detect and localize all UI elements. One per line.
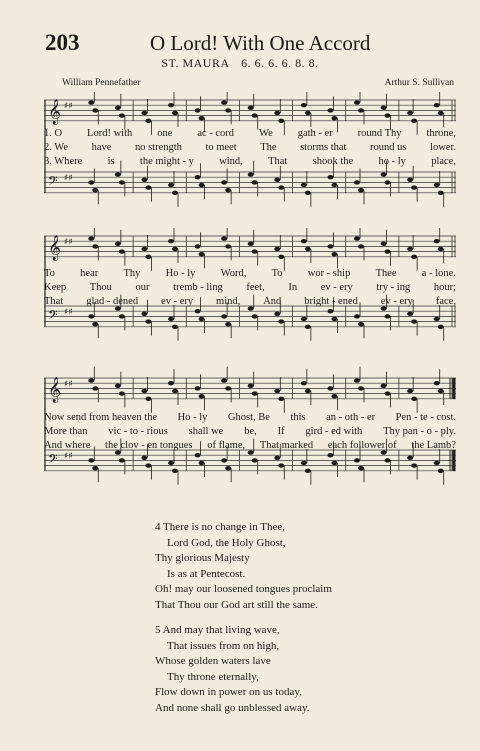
lyric-syllable: That bbox=[44, 296, 64, 307]
note-head bbox=[225, 108, 231, 112]
note-head bbox=[327, 108, 333, 112]
note-head bbox=[354, 378, 360, 382]
tune-line bbox=[0, 56, 480, 71]
note-head bbox=[438, 191, 444, 195]
note-head bbox=[407, 178, 413, 182]
note-head bbox=[301, 461, 307, 465]
note-head bbox=[331, 116, 337, 120]
lyric-syllable: And bbox=[263, 296, 282, 307]
music-system-3 bbox=[44, 366, 456, 496]
lyric-syllable: The bbox=[260, 142, 277, 153]
meter: 6. 6. 6. 6. 8. 8. bbox=[241, 56, 319, 70]
lyric-syllable: bright - ened bbox=[304, 296, 358, 307]
note-head bbox=[225, 386, 231, 390]
note-head bbox=[119, 458, 125, 462]
lyric-syllable: In bbox=[288, 282, 298, 293]
note-head bbox=[195, 386, 201, 390]
lyric-syllable: round us bbox=[370, 142, 407, 153]
note-head bbox=[331, 461, 337, 465]
note-head bbox=[199, 317, 205, 321]
lyric-syllable: Ho - ly bbox=[165, 268, 196, 279]
lyric-syllable: Keep bbox=[44, 282, 67, 293]
bass-clef-icon: 𝄢 bbox=[48, 451, 58, 470]
note-head bbox=[407, 456, 413, 460]
stanza-line: That issues from on high, bbox=[167, 639, 280, 652]
sharp-icon: ♯♯ bbox=[64, 237, 73, 248]
note-head bbox=[92, 244, 98, 248]
lyric-syllable: tremb - ling bbox=[173, 282, 223, 293]
note-head bbox=[172, 111, 178, 115]
note-head bbox=[354, 100, 360, 104]
bass-clef-icon: 𝄢 bbox=[48, 307, 58, 326]
lyric-syllable: ev - ery bbox=[380, 296, 413, 307]
note-head bbox=[248, 172, 254, 176]
lyric-syllable: shook the bbox=[312, 156, 354, 167]
note-head bbox=[434, 317, 440, 321]
lyric-syllable: vic - to - rious bbox=[108, 426, 168, 437]
lyric-syllable: Thee bbox=[375, 268, 397, 279]
note-head bbox=[434, 461, 440, 465]
lyric-syllable: Word, bbox=[220, 268, 247, 279]
lyric-syllable: That marked bbox=[259, 440, 314, 451]
note-head bbox=[168, 183, 174, 187]
lyric-syllable: an - oth - er bbox=[326, 412, 376, 423]
note-head bbox=[407, 312, 413, 316]
note-head bbox=[252, 249, 258, 253]
note-head bbox=[274, 312, 280, 316]
lyric-line bbox=[44, 412, 456, 423]
note-head bbox=[385, 314, 391, 318]
stanza-line: And none shall go unblessed away. bbox=[155, 701, 310, 714]
lyric-line bbox=[44, 440, 456, 451]
lyric-syllable: ev - ery bbox=[161, 296, 194, 307]
note-head bbox=[305, 469, 311, 473]
note-head bbox=[195, 108, 201, 112]
lyric-syllable: be, bbox=[244, 426, 257, 437]
lyric-syllable: each follower of bbox=[327, 440, 397, 451]
note-head bbox=[381, 306, 387, 310]
lyric-syllable: ho - ly bbox=[378, 156, 406, 167]
note-head bbox=[438, 247, 444, 251]
note-head bbox=[301, 317, 307, 321]
note-head bbox=[278, 397, 284, 401]
lyric-syllable: 3. Where bbox=[44, 156, 83, 167]
note-head bbox=[278, 255, 284, 259]
note-head bbox=[438, 469, 444, 473]
lyric-syllable: the might - y bbox=[139, 156, 194, 167]
note-head bbox=[195, 175, 201, 179]
note-head bbox=[141, 312, 147, 316]
lyric-syllable: place, bbox=[431, 156, 456, 167]
lyric-syllable: of flame, bbox=[207, 440, 246, 451]
note-head bbox=[354, 236, 360, 240]
lyric-syllable: no strength bbox=[134, 142, 182, 153]
lyric-syllable: feet, bbox=[246, 282, 265, 293]
stanza-5 bbox=[155, 623, 332, 716]
lyric-syllable: the Lamb? bbox=[411, 440, 456, 451]
note-head bbox=[438, 111, 444, 115]
stanza-line: Oh! may our loosened tongues proclaim bbox=[155, 583, 332, 595]
lyric-syllable: If bbox=[277, 426, 285, 437]
lyric-syllable: the clov - en tongues bbox=[105, 440, 193, 451]
note-head bbox=[168, 461, 174, 465]
note-head bbox=[301, 381, 307, 385]
note-head bbox=[88, 100, 94, 104]
note-head bbox=[278, 463, 284, 467]
note-head bbox=[92, 108, 98, 112]
stanza-line: Flow down in power on us today, bbox=[155, 686, 302, 698]
note-head bbox=[411, 463, 417, 467]
note-head bbox=[274, 247, 280, 251]
note-head bbox=[381, 384, 387, 388]
lyric-syllable: a - lone. bbox=[421, 268, 456, 279]
note-head bbox=[438, 389, 444, 393]
note-head bbox=[331, 183, 337, 187]
treble-clef-icon: 𝄞 bbox=[48, 235, 62, 261]
lyric-syllable: Lord! with bbox=[87, 128, 133, 139]
lyric-syllable: face, bbox=[435, 296, 456, 307]
lyric-syllable: ac - cord bbox=[197, 128, 235, 139]
lyric-syllable: lower. bbox=[430, 142, 456, 153]
lyric-syllable: More than bbox=[44, 426, 88, 437]
hymn-number: 203 bbox=[45, 30, 80, 55]
note-head bbox=[438, 325, 444, 329]
lyric-syllable: glad - dened bbox=[86, 296, 139, 307]
lyric-syllable: To bbox=[44, 268, 55, 279]
lyric-syllable: That bbox=[268, 156, 288, 167]
lyric-syllable: try - ing bbox=[376, 282, 411, 293]
note-head bbox=[145, 397, 151, 401]
note-head bbox=[381, 172, 387, 176]
note-head bbox=[145, 463, 151, 467]
lyric-syllable: is bbox=[107, 156, 115, 167]
additional-stanzas bbox=[155, 520, 332, 726]
lyric-line bbox=[44, 142, 456, 153]
note-head bbox=[221, 180, 227, 184]
note-head bbox=[327, 453, 333, 457]
lyric-line bbox=[44, 296, 456, 307]
lyric-syllable: throne, bbox=[426, 128, 456, 139]
lyric-syllable: To bbox=[271, 268, 283, 279]
lyric-syllable: 2. We bbox=[44, 142, 69, 153]
lyric-syllable: gird - ed with bbox=[305, 426, 363, 437]
note-head bbox=[199, 183, 205, 187]
note-head bbox=[252, 113, 258, 117]
note-head bbox=[331, 317, 337, 321]
note-head bbox=[358, 466, 364, 470]
note-head bbox=[199, 116, 205, 120]
author: William Pennefather bbox=[62, 78, 141, 88]
note-head bbox=[195, 244, 201, 248]
note-head bbox=[407, 111, 413, 115]
bass-clef-icon: 𝄢 bbox=[48, 173, 58, 192]
lyric-syllable: Thou bbox=[89, 282, 112, 293]
note-head bbox=[385, 458, 391, 462]
note-head bbox=[381, 450, 387, 454]
note-head bbox=[301, 239, 307, 243]
note-head bbox=[221, 458, 227, 462]
sharp-icon: ♯♯ bbox=[64, 173, 73, 184]
note-head bbox=[411, 119, 417, 123]
note-head bbox=[358, 108, 364, 112]
note-head bbox=[195, 309, 201, 313]
stanza-line: Whose golden waters lave bbox=[155, 655, 271, 667]
stanza-line: Thy glorious Majesty bbox=[155, 552, 250, 564]
note-head bbox=[88, 236, 94, 240]
note-head bbox=[358, 322, 364, 326]
note-head bbox=[145, 119, 151, 123]
lyric-syllable: shall we bbox=[188, 426, 224, 437]
note-head bbox=[278, 319, 284, 323]
note-head bbox=[305, 191, 311, 195]
note-head bbox=[305, 247, 311, 251]
note-head bbox=[327, 386, 333, 390]
note-head bbox=[168, 239, 174, 243]
note-head bbox=[434, 381, 440, 385]
note-head bbox=[115, 172, 121, 176]
note-head bbox=[172, 389, 178, 393]
lyric-syllable: Now send from heaven the bbox=[44, 412, 158, 423]
music-system-1 bbox=[44, 92, 456, 212]
note-head bbox=[385, 113, 391, 117]
note-head bbox=[411, 185, 417, 189]
note-head bbox=[252, 180, 258, 184]
stanza-line: 5 And may that living wave, bbox=[155, 624, 280, 636]
note-head bbox=[248, 306, 254, 310]
lyric-syllable: hour; bbox=[433, 282, 456, 293]
sharp-icon: ♯♯ bbox=[64, 101, 73, 112]
note-head bbox=[327, 309, 333, 313]
note-head bbox=[225, 466, 231, 470]
note-head bbox=[274, 456, 280, 460]
note-head bbox=[115, 306, 121, 310]
note-head bbox=[301, 183, 307, 187]
lyric-syllable: one bbox=[157, 128, 173, 139]
note-head bbox=[225, 244, 231, 248]
note-head bbox=[168, 103, 174, 107]
note-head bbox=[274, 389, 280, 393]
note-head bbox=[385, 180, 391, 184]
lyric-syllable: mind, bbox=[216, 296, 241, 307]
note-head bbox=[119, 391, 125, 395]
note-head bbox=[385, 391, 391, 395]
note-head bbox=[434, 239, 440, 243]
note-head bbox=[381, 242, 387, 246]
note-head bbox=[119, 113, 125, 117]
note-head bbox=[88, 458, 94, 462]
lyric-syllable: wor - ship bbox=[307, 268, 351, 279]
note-head bbox=[92, 188, 98, 192]
note-head bbox=[172, 469, 178, 473]
note-head bbox=[248, 106, 254, 110]
note-head bbox=[199, 461, 205, 465]
note-head bbox=[434, 183, 440, 187]
note-head bbox=[168, 381, 174, 385]
lyric-syllable: wind, bbox=[219, 156, 243, 167]
note-head bbox=[119, 249, 125, 253]
note-head bbox=[331, 252, 337, 256]
note-head bbox=[88, 180, 94, 184]
note-head bbox=[305, 111, 311, 115]
note-head bbox=[252, 314, 258, 318]
note-head bbox=[407, 247, 413, 251]
lyric-syllable: 1. O bbox=[44, 128, 63, 139]
lyric-syllable: Ghost, Be bbox=[227, 412, 270, 423]
note-head bbox=[168, 317, 174, 321]
lyric-line bbox=[44, 426, 456, 437]
lyric-line bbox=[44, 156, 456, 167]
lyric-syllable: Thy bbox=[123, 268, 141, 279]
stanza-line: 4 There is no change in Thee, bbox=[155, 521, 286, 533]
note-head bbox=[434, 103, 440, 107]
treble-clef-icon: 𝄞 bbox=[48, 377, 62, 403]
note-head bbox=[221, 378, 227, 382]
note-head bbox=[221, 314, 227, 318]
note-head bbox=[141, 389, 147, 393]
note-head bbox=[172, 325, 178, 329]
note-head bbox=[305, 325, 311, 329]
note-head bbox=[221, 236, 227, 240]
note-head bbox=[327, 175, 333, 179]
note-head bbox=[354, 458, 360, 462]
lyric-syllable: this bbox=[290, 412, 306, 423]
note-head bbox=[274, 178, 280, 182]
note-head bbox=[305, 389, 311, 393]
note-head bbox=[119, 314, 125, 318]
note-head bbox=[115, 106, 121, 110]
note-head bbox=[407, 389, 413, 393]
note-head bbox=[115, 242, 121, 246]
note-head bbox=[141, 111, 147, 115]
stanza-line: Lord God, the Holy Ghost, bbox=[167, 536, 286, 549]
note-head bbox=[145, 255, 151, 259]
treble-clef-icon: 𝄞 bbox=[48, 99, 62, 125]
lyric-line bbox=[44, 268, 456, 279]
note-head bbox=[331, 394, 337, 398]
stanza-line: Thy throne eternally, bbox=[167, 670, 259, 683]
note-head bbox=[88, 314, 94, 318]
note-head bbox=[385, 249, 391, 253]
sharp-icon: ♯♯ bbox=[64, 451, 73, 462]
note-head bbox=[92, 466, 98, 470]
note-head bbox=[327, 244, 333, 248]
note-head bbox=[141, 178, 147, 182]
stanza-4 bbox=[155, 520, 332, 613]
lyric-syllable: round Thy bbox=[357, 128, 402, 139]
lyric-syllable: storms that bbox=[300, 142, 347, 153]
note-head bbox=[252, 458, 258, 462]
note-head bbox=[358, 188, 364, 192]
lyric-line bbox=[44, 128, 456, 139]
lyric-syllable: Thy pan - o - ply. bbox=[383, 426, 456, 437]
lyric-syllable: Pen - te - cost. bbox=[395, 412, 456, 423]
note-head bbox=[225, 322, 231, 326]
lyric-syllable: Ho - ly bbox=[177, 412, 208, 423]
note-head bbox=[88, 378, 94, 382]
note-head bbox=[248, 384, 254, 388]
note-head bbox=[172, 247, 178, 251]
note-head bbox=[278, 185, 284, 189]
stanza-line: That Thou our God art still the same. bbox=[155, 598, 318, 611]
note-head bbox=[252, 391, 258, 395]
hymn-title: O Lord! With One Accord bbox=[150, 31, 371, 55]
note-head bbox=[92, 386, 98, 390]
stanza-line: Is as at Pentecost. bbox=[167, 567, 246, 580]
note-head bbox=[248, 242, 254, 246]
note-head bbox=[115, 384, 121, 388]
note-head bbox=[354, 180, 360, 184]
music-system-2 bbox=[44, 228, 456, 348]
note-head bbox=[278, 119, 284, 123]
note-head bbox=[274, 111, 280, 115]
note-head bbox=[195, 453, 201, 457]
lyric-line bbox=[44, 282, 456, 293]
sharp-icon: ♯♯ bbox=[64, 379, 73, 390]
note-head bbox=[141, 247, 147, 251]
note-head bbox=[115, 450, 121, 454]
lyric-syllable: have bbox=[91, 142, 112, 153]
lyric-syllable: hear bbox=[80, 268, 99, 279]
note-head bbox=[221, 100, 227, 104]
note-head bbox=[172, 191, 178, 195]
note-head bbox=[145, 319, 151, 323]
composer: Arthur S. Sullivan bbox=[384, 78, 454, 88]
lyric-syllable: ev - ery bbox=[320, 282, 353, 293]
note-head bbox=[199, 252, 205, 256]
note-head bbox=[358, 244, 364, 248]
note-head bbox=[119, 180, 125, 184]
note-head bbox=[354, 314, 360, 318]
note-head bbox=[145, 185, 151, 189]
note-head bbox=[381, 106, 387, 110]
lyric-syllable: And where bbox=[44, 440, 91, 451]
note-head bbox=[411, 255, 417, 259]
lyric-syllable: gath - er bbox=[297, 128, 333, 139]
note-head bbox=[411, 319, 417, 323]
note-head bbox=[225, 188, 231, 192]
note-head bbox=[358, 386, 364, 390]
sharp-icon: ♯♯ bbox=[64, 307, 73, 318]
lyric-syllable: to meet bbox=[205, 142, 237, 153]
note-head bbox=[141, 456, 147, 460]
note-head bbox=[301, 103, 307, 107]
lyric-syllable: our bbox=[135, 282, 150, 293]
note-head bbox=[92, 322, 98, 326]
tune-name: ST. MAURA bbox=[161, 56, 230, 70]
note-head bbox=[199, 394, 205, 398]
lyric-syllable: We bbox=[259, 128, 273, 139]
note-head bbox=[248, 450, 254, 454]
note-head bbox=[411, 397, 417, 401]
